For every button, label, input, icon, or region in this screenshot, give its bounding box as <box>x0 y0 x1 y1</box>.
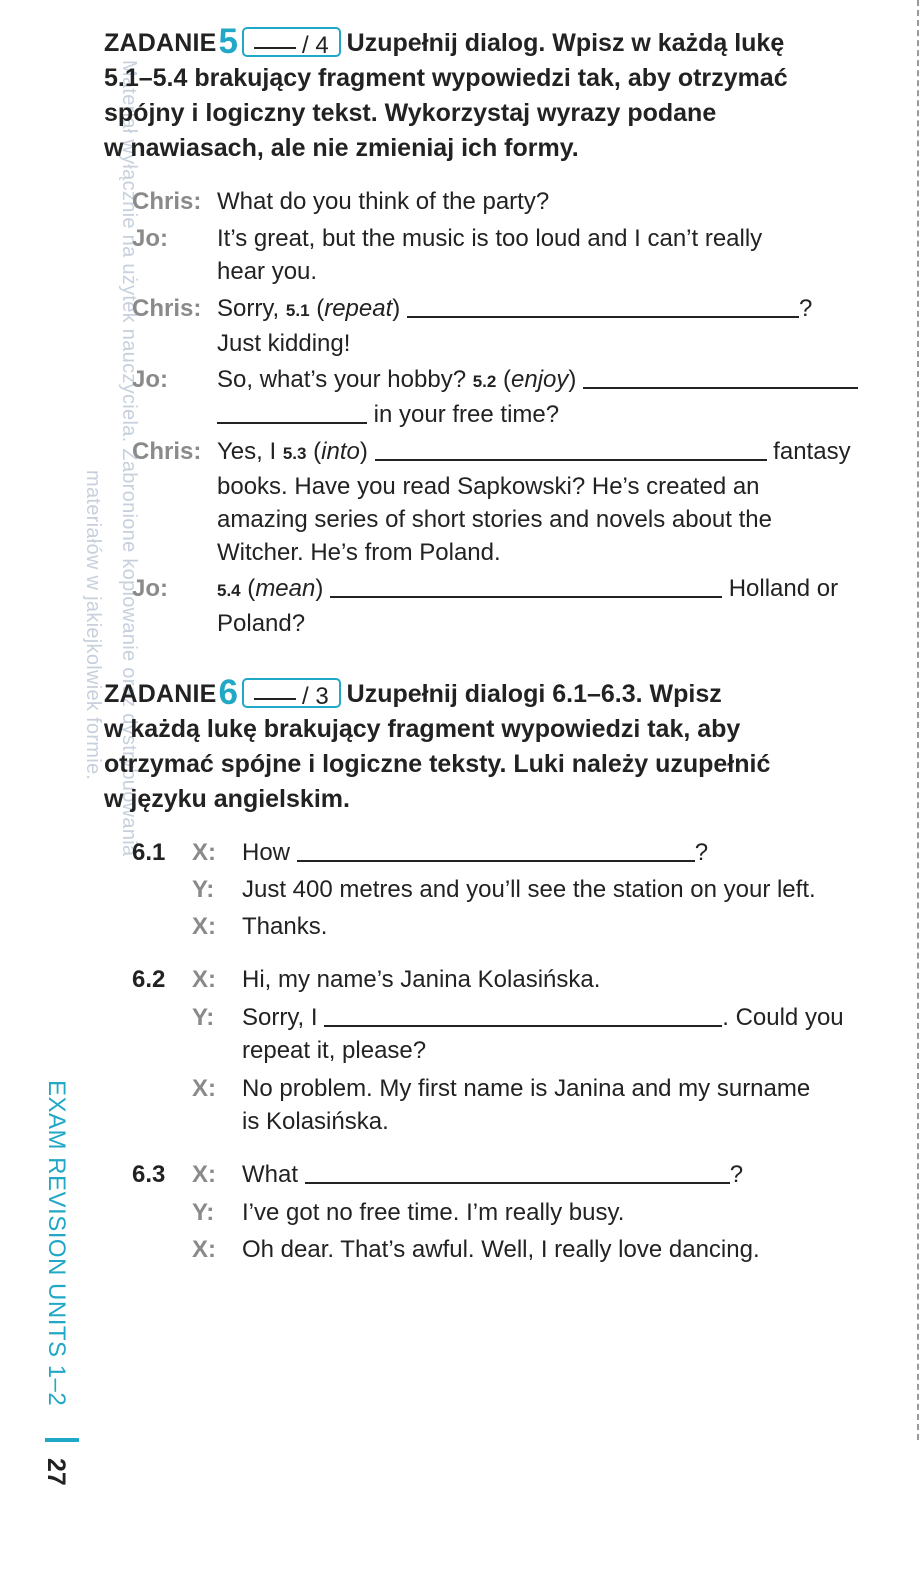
answer-gap-5-3[interactable] <box>375 437 767 461</box>
task6-instruction-line2: w każdą lukę brakujący fragment wypowiedzi tak, aby <box>104 715 741 743</box>
dialog-text-block <box>217 572 907 640</box>
dialog-text: Sorry, <box>217 295 286 322</box>
gap-number: 5.1 <box>285 301 310 320</box>
task6-instruction-line3: otrzymać spójne i logiczne teksty. Luki należy uzupełnić <box>104 750 771 778</box>
speaker-label: Y: <box>192 876 215 903</box>
bracket-close: ) <box>315 575 331 602</box>
item-number-6-1: 6.1 <box>132 839 166 866</box>
dialog-text-block <box>242 836 882 869</box>
dialog-text: Witcher. He’s from Poland. <box>217 539 501 566</box>
bracket-open: ( <box>306 438 322 465</box>
dialog-text: Hi, my name’s Janina Kolasińska. <box>242 966 601 993</box>
dashed-cut-line <box>917 0 919 1440</box>
dialog-text: Oh dear. That’s awful. Well, I really love dancing. <box>242 1236 760 1263</box>
hint-word: repeat <box>324 295 393 322</box>
task5-instruction-line3: spójny i logiczny tekst. Wykorzystaj wyrazy podane <box>104 99 717 127</box>
dialog-text: books. Have you read Sapkowski? He’s created an <box>217 473 760 500</box>
speaker-label: Jo: <box>132 366 168 393</box>
dialog-text: Just 400 metres and you’ll see the station on your left. <box>242 876 816 903</box>
task6-instruction-line4: w języku angielskim. <box>104 785 350 813</box>
answer-gap-5-2-continued[interactable] <box>217 400 367 424</box>
task6-number: 6 <box>218 673 238 712</box>
dialog-text: How <box>242 839 297 866</box>
page-number: 27 <box>42 1458 70 1486</box>
dialog-text-block <box>242 1001 882 1067</box>
answer-gap-6-3[interactable] <box>305 1160 730 1184</box>
speaker-label: X: <box>192 1161 216 1188</box>
task6-score-max: / 3 <box>301 683 329 710</box>
dialog-text-block <box>217 222 897 288</box>
dialog-text: Holland or <box>722 575 839 602</box>
task6-score-blank[interactable] <box>254 680 296 700</box>
task6-instruction-line1: Uzupełnij dialogi 6.1–6.3. Wpisz <box>346 680 722 708</box>
task5-instruction-line1: Uzupełnij dialog. Wpisz w każdą lukę <box>346 29 785 57</box>
item-number-6-2: 6.2 <box>132 966 166 993</box>
dialog-text: Yes, I <box>217 438 283 465</box>
gap-number: 5.4 <box>217 581 241 600</box>
task5-instruction-line2: 5.1–5.4 brakujący fragment wypowiedzi tak, aby otrzymać <box>104 64 788 92</box>
dialog-text: No problem. My first name is Janina and my surname <box>242 1075 811 1102</box>
dialog-text: Sorry, I <box>242 1004 325 1031</box>
dialog-text: What <box>242 1161 305 1188</box>
speaker-label: Chris: <box>132 295 202 322</box>
dialog-text: So, what’s your hobby? <box>217 366 473 393</box>
dialog-text: ? <box>729 1161 744 1188</box>
dialog-text: Just kidding! <box>217 330 351 357</box>
answer-gap-6-2[interactable] <box>324 1003 722 1027</box>
task5-heading <box>104 22 894 166</box>
speaker-label: Jo: <box>132 575 168 602</box>
dialog-text: is Kolasińska. <box>242 1108 389 1135</box>
dialog-text-block <box>242 1158 882 1191</box>
bracket-close: ) <box>392 295 407 322</box>
speaker-label: X: <box>192 1075 216 1102</box>
task5-instruction-line4: w nawiasach, ale nie zmieniaj ich formy. <box>104 134 579 162</box>
speaker-label: X: <box>192 839 216 866</box>
footer-divider <box>45 1438 79 1442</box>
task5-score-max: / 4 <box>301 32 329 59</box>
bracket-close: ) <box>359 438 375 465</box>
dialog-text: amazing series of short stories and novels about the <box>217 506 772 533</box>
bracket-close: ) <box>568 366 584 393</box>
gap-number: 5.2 <box>472 372 497 391</box>
task6-label: ZADANIE <box>104 680 217 708</box>
speaker-label: X: <box>192 913 216 940</box>
speaker-label: Y: <box>192 1004 215 1031</box>
answer-gap-6-1[interactable] <box>297 838 695 862</box>
task5-score-blank[interactable] <box>254 29 296 49</box>
bracket-open: ( <box>309 295 325 322</box>
dialog-text: ? <box>694 839 709 866</box>
item-number-6-3: 6.3 <box>132 1161 166 1188</box>
dialog-text: It’s great, but the music is too loud and I can’t really <box>217 225 763 252</box>
speaker-label: X: <box>192 966 216 993</box>
dialog-text: Thanks. <box>242 913 328 940</box>
task6-score-box <box>242 678 341 708</box>
speaker-label: Chris: <box>132 188 202 215</box>
task5-label: ZADANIE <box>104 29 217 57</box>
section-label: EXAM REVISION UNITS 1–2 <box>43 1080 70 1407</box>
answer-gap-5-1[interactable] <box>407 294 799 318</box>
watermark-line-2: materiałów w jakiejkolwiek formie. <box>82 470 104 781</box>
answer-gap-5-4[interactable] <box>330 574 722 598</box>
dialog-text: I’ve got no free time. I’m really busy. <box>242 1199 625 1226</box>
bracket-open: ( <box>240 575 256 602</box>
hint-word: enjoy <box>511 366 569 393</box>
speaker-label: Y: <box>192 1199 215 1226</box>
dialog-text-block <box>217 363 907 431</box>
dialog-text: repeat it, please? <box>242 1037 427 1064</box>
dialog-text: Poland? <box>217 610 306 637</box>
answer-gap-5-2[interactable] <box>583 365 858 389</box>
speaker-label: X: <box>192 1236 216 1263</box>
dialog-text-block <box>242 1072 882 1138</box>
gap-number: 5.3 <box>282 444 307 463</box>
hint-word: mean <box>255 575 316 602</box>
dialog-text: in your free time? <box>367 401 560 428</box>
dialog-text-block <box>217 435 907 569</box>
dialog-text: What do you think of the party? <box>217 188 550 215</box>
dialog-text: fantasy <box>766 438 851 465</box>
dialog-text: ? <box>798 295 813 322</box>
hint-word: into <box>321 438 360 465</box>
speaker-label: Jo: <box>132 225 168 252</box>
dialog-text: . Could you <box>722 1004 844 1031</box>
task6-heading <box>104 673 894 817</box>
task5-score-box <box>242 27 341 57</box>
bracket-open: ( <box>496 366 512 393</box>
dialog-text: hear you. <box>217 258 318 285</box>
watermark-line-1: Materiał wyłącznie na użytek nauczyciela. Zabronione kopiowanie oraz dystrybuowania <box>118 60 140 857</box>
task5-number: 5 <box>218 22 238 61</box>
dialog-text-block <box>217 292 897 360</box>
speaker-label: Chris: <box>132 438 202 465</box>
